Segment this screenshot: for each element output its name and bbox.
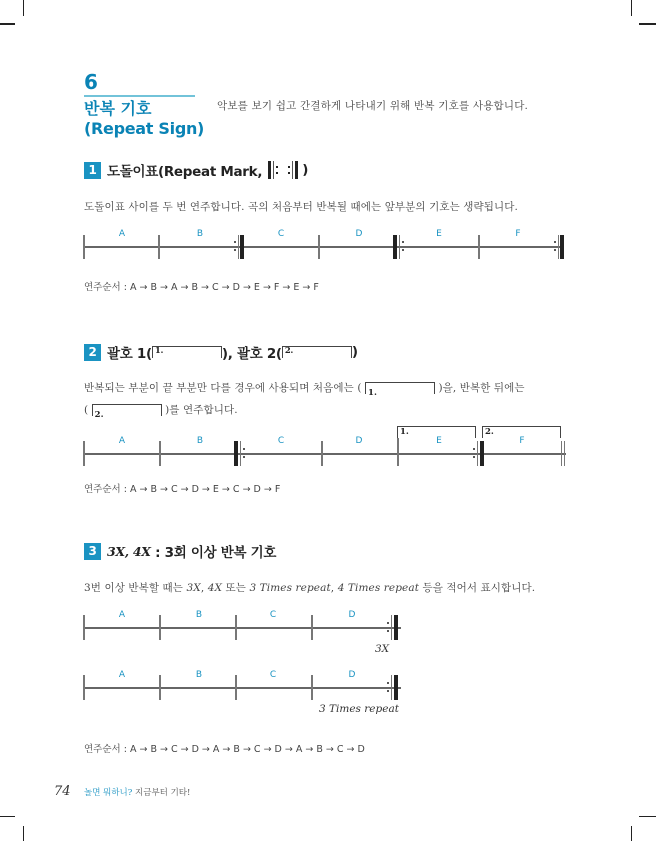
measure-label: C [277, 436, 285, 446]
subsection-2-body-line2 [84, 399, 238, 421]
barline [83, 235, 85, 259]
play-order-1: 연주순서 : A → B → A → B → C → D → E → F → E → F [84, 282, 319, 293]
repeat-dot [554, 241, 556, 243]
measure-label: B [196, 229, 204, 239]
page-number: 74 [54, 784, 71, 799]
barline [391, 675, 392, 700]
barline [83, 615, 85, 640]
measure-label: C [269, 610, 277, 620]
heading-text: 도돌이표(Repeat Mark, [107, 164, 263, 180]
repeat-dot [402, 249, 404, 251]
body-italic: 4X [207, 582, 223, 594]
repeat-dot [402, 241, 404, 243]
measure-label: D [348, 670, 356, 680]
repeat-dot [243, 456, 245, 458]
barline [311, 675, 313, 700]
thick-barline [234, 441, 238, 466]
repeat-dot [473, 448, 475, 450]
body-text: ( [84, 404, 89, 416]
barline [397, 438, 399, 466]
barline [558, 235, 559, 259]
barline [321, 441, 323, 466]
measure-label: D [355, 436, 363, 446]
volta-label: 1. [367, 388, 378, 398]
barline [238, 235, 239, 259]
subsection-3-heading [84, 541, 276, 561]
heading-italic: 3X, 4X [107, 543, 151, 559]
measure-label: B [195, 610, 203, 620]
body-italic: 3X [186, 582, 201, 594]
crop-mark [23, 826, 24, 841]
staff-line [83, 246, 562, 248]
thick-barline [394, 675, 398, 700]
staff-line [83, 453, 566, 455]
barline [235, 675, 237, 700]
crop-mark [639, 816, 656, 817]
body-italic: 4 Times repeat [337, 582, 420, 594]
barline [318, 235, 320, 259]
body-text: , [200, 582, 208, 594]
subsection-badge: 1 [84, 162, 101, 179]
body-text: )를 연주합니다. [165, 404, 238, 416]
crop-mark [0, 23, 15, 25]
measure-label: E [436, 436, 442, 446]
subsection-2-heading [84, 342, 358, 362]
heading-text: : 3회 이상 반복 기호 [150, 545, 277, 561]
measure-label: B [195, 670, 203, 680]
volta-2-icon [92, 404, 162, 420]
volta-label: 2. [94, 410, 104, 420]
thick-barline [393, 235, 397, 259]
barline [564, 441, 565, 466]
subsection-2-body-line1 [84, 377, 525, 399]
volta-label: 2. [485, 427, 494, 437]
measure-label: C [277, 229, 285, 239]
section-title-en: (Repeat Sign) [84, 119, 205, 138]
heading-close: ) [302, 162, 309, 178]
thick-barline [394, 615, 398, 640]
footer-accent: 놀면 뭐하니? [84, 788, 133, 798]
crop-mark [639, 23, 656, 25]
staff-line [83, 627, 401, 629]
barline [391, 615, 392, 640]
repeat-dot [387, 690, 389, 692]
body-text: 반복되는 부분이 끝 부분만 다를 경우에 사용되며 처음에는 ( [84, 382, 362, 394]
body-text: , [330, 582, 338, 594]
section-intro: 악보를 보기 쉽고 간결하게 나타내기 위해 반복 기호를 사용합니다. [217, 100, 529, 112]
crop-mark [23, 0, 24, 16]
thick-barline [560, 235, 564, 259]
heading-text: ), 괄호 2( [221, 346, 282, 362]
measure-label: E [436, 229, 442, 239]
section-title-ko: 반복 기호 [84, 99, 152, 118]
subsection-3-body [84, 577, 535, 599]
repeat-dot [234, 241, 236, 243]
repeat-count-note: 3 Times repeat [319, 703, 399, 715]
footer-rest: 지금부터 기타! [132, 788, 191, 798]
measure-label: D [348, 610, 356, 620]
subsection-badge: 2 [84, 344, 101, 361]
staff-line [83, 687, 401, 689]
measure-label: A [118, 670, 126, 680]
barline [159, 615, 161, 640]
body-text: 또는 [222, 582, 250, 594]
crop-mark [631, 826, 632, 841]
heading-text: 괄호 1( [107, 346, 152, 362]
barline [159, 441, 161, 466]
barline [235, 615, 237, 640]
volta-label: 1. [154, 346, 164, 356]
subsection-1-body: 도돌이표 사이를 두 번 연주합니다. 곡의 처음부터 반복될 때에는 앞부분의 기호는 생략됩니다. [84, 201, 518, 213]
volta-2-icon [282, 346, 352, 358]
volta-label: 2. [284, 346, 294, 356]
barline [83, 675, 85, 700]
body-text: 3번 이상 반복할 때는 [84, 582, 187, 594]
barline [561, 441, 562, 466]
measure-label: B [196, 436, 204, 446]
running-footer [84, 786, 190, 798]
barline [399, 235, 400, 259]
repeat-dot [554, 249, 556, 251]
repeat-dot [473, 456, 475, 458]
body-text: )을, 반복한 뒤에는 [438, 382, 525, 394]
repeat-count-note: 3X [375, 643, 390, 655]
title-rule [84, 95, 195, 97]
barline [240, 441, 241, 466]
measure-label: A [118, 610, 126, 620]
repeat-dot [234, 249, 236, 251]
measure-label: A [118, 229, 126, 239]
section-number: 6 [84, 70, 98, 94]
thick-barline [240, 235, 244, 259]
measure-label: D [355, 229, 363, 239]
thick-barline [480, 441, 484, 466]
repeat-dot [387, 682, 389, 684]
measure-label: A [118, 436, 126, 446]
measure-label: F [515, 229, 521, 239]
repeat-dot [387, 630, 389, 632]
play-order-3: 연주순서 : A → B → C → D → A → B → C → D → A → B → C → D [84, 744, 365, 755]
subsection-1-heading [84, 160, 308, 180]
volta-1-icon [152, 346, 222, 358]
crop-mark [631, 0, 632, 16]
barline [478, 235, 480, 259]
barline [477, 441, 478, 466]
barline [158, 235, 160, 259]
body-italic: 3 Times repeat [249, 582, 331, 594]
body-text: 등을 적어서 표시합니다. [419, 582, 536, 594]
repeat-dot [243, 448, 245, 450]
barline [159, 675, 161, 700]
heading-text: ) [351, 344, 358, 360]
repeat-mark-icon [266, 161, 302, 179]
volta-label: 1. [400, 427, 409, 437]
barline [83, 441, 85, 466]
measure-label: C [269, 670, 277, 680]
barline [311, 615, 313, 640]
play-order-2: 연주순서 : A → B → C → D → E → C → D → F [84, 484, 281, 495]
measure-label: F [519, 436, 525, 446]
repeat-dot [387, 622, 389, 624]
subsection-badge: 3 [84, 543, 101, 560]
volta-1-icon [365, 382, 435, 398]
crop-mark [0, 816, 15, 817]
